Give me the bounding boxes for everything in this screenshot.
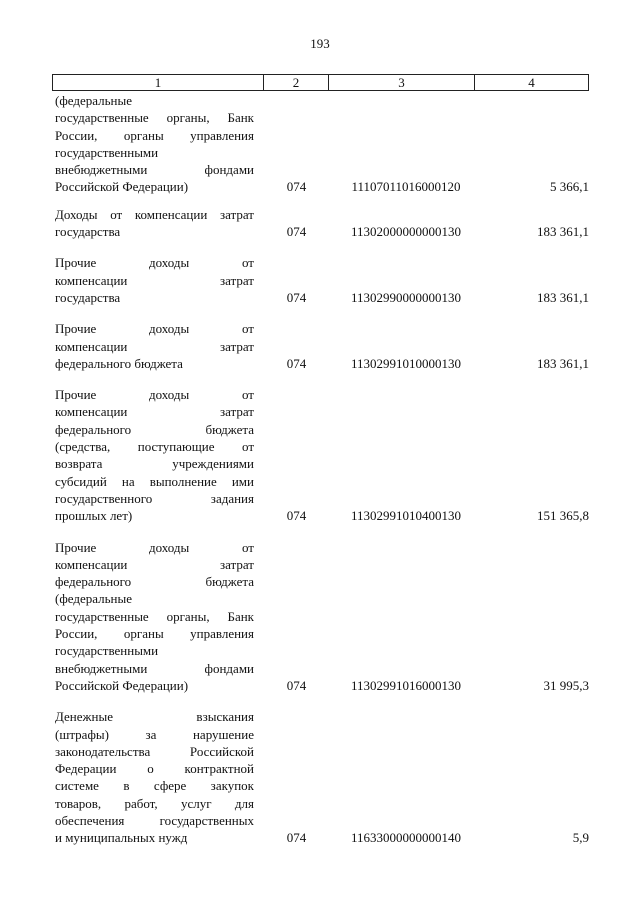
income-name-line: федерального бюджета bbox=[55, 355, 183, 371]
income-name-line: (федеральные bbox=[55, 93, 132, 108]
income-name-line: государственные органы, Банк bbox=[55, 608, 254, 624]
page-number: 193 bbox=[310, 36, 330, 51]
income-name-line: Российской Федерации) bbox=[55, 677, 189, 693]
income-name-line: и муниципальных нужд bbox=[55, 830, 188, 846]
table-row bbox=[55, 708, 589, 846]
income-name bbox=[55, 708, 254, 846]
budget-classification-code: 11302991010400130 bbox=[350, 508, 462, 524]
budget-classification-code: 11302990000000130 bbox=[350, 289, 462, 305]
income-name-line: системе в сфере закупок bbox=[55, 778, 254, 794]
admin-code: 074 bbox=[286, 179, 307, 195]
admin-code: 074 bbox=[286, 355, 307, 371]
income-name bbox=[55, 92, 254, 196]
income-name-line: внебюджетными фондами bbox=[55, 660, 254, 676]
amount: 183 361,1 bbox=[537, 224, 589, 240]
income-name-line: компенсации затрат bbox=[55, 404, 254, 420]
income-name-line: государственные органы, Банк bbox=[55, 110, 254, 126]
income-name-line: обеспечения государственных bbox=[55, 812, 254, 828]
income-name-line: компенсации затрат bbox=[55, 338, 254, 354]
income-name-line: России, органы управления bbox=[55, 626, 254, 642]
amount: 183 361,1 bbox=[537, 289, 589, 305]
table-row bbox=[55, 92, 589, 196]
table-header bbox=[52, 74, 589, 91]
budget-classification-code: 11107011016000120 bbox=[351, 179, 461, 195]
column-header-3: 3 bbox=[329, 75, 475, 90]
budget-classification-code: 11633000000000140 bbox=[350, 830, 462, 846]
income-name-line: компенсации затрат bbox=[55, 556, 254, 572]
amount: 31 995,3 bbox=[543, 677, 589, 693]
income-name-line: Российской Федерации) bbox=[55, 179, 189, 195]
amount: 5,9 bbox=[572, 830, 589, 846]
income-name-line: прошлых лет) bbox=[55, 508, 133, 524]
amount: 183 361,1 bbox=[537, 355, 589, 371]
table-row bbox=[55, 386, 589, 524]
income-name-line: внебюджетными фондами bbox=[55, 162, 254, 178]
income-name-line: Прочие доходы от bbox=[55, 539, 254, 555]
column-header-4: 4 bbox=[528, 75, 535, 90]
table-row bbox=[55, 254, 589, 306]
income-name-line: Федерации о контрактной bbox=[55, 761, 254, 777]
income-name-line: Доходы от компенсации затрат bbox=[55, 206, 254, 222]
income-name-line: федерального бюджета bbox=[55, 421, 254, 437]
column-header-1: 1 bbox=[53, 75, 264, 90]
income-name-line: законодательства Российской bbox=[55, 743, 254, 759]
income-name bbox=[55, 320, 254, 372]
admin-code: 074 bbox=[286, 830, 307, 846]
income-name bbox=[55, 386, 254, 524]
admin-code: 074 bbox=[286, 508, 307, 524]
amount: 5 366,1 bbox=[550, 179, 589, 195]
income-name-line: Прочие доходы от bbox=[55, 321, 254, 337]
income-name bbox=[55, 254, 254, 306]
income-name-line: государственными bbox=[55, 643, 159, 659]
income-name-line: субсидий на выполнение ими bbox=[55, 473, 254, 489]
income-name-line: Прочие доходы от bbox=[55, 387, 254, 403]
table-row bbox=[55, 320, 589, 372]
budget-classification-code: 11302991016000130 bbox=[350, 677, 462, 693]
budget-classification-code: 11302000000000130 bbox=[350, 224, 462, 240]
admin-code: 074 bbox=[286, 677, 307, 693]
table-row bbox=[55, 539, 589, 695]
income-name-line: федерального бюджета bbox=[55, 574, 254, 590]
income-name-line: государства bbox=[55, 289, 121, 305]
income-name bbox=[55, 206, 254, 241]
admin-code: 074 bbox=[286, 224, 307, 240]
budget-classification-code: 11302991010000130 bbox=[350, 355, 462, 371]
income-name bbox=[55, 539, 254, 695]
income-name-line: России, органы управления bbox=[55, 127, 254, 143]
table-row bbox=[55, 206, 589, 241]
income-name-line: компенсации затрат bbox=[55, 272, 254, 288]
income-name-line: Денежные взыскания bbox=[55, 709, 254, 725]
income-name-line: возврата учреждениями bbox=[55, 456, 254, 472]
income-name-line: (средства, поступающие от bbox=[55, 439, 254, 455]
column-header-2: 2 bbox=[264, 75, 329, 90]
income-name-line: государства bbox=[55, 224, 121, 240]
income-name-line: Прочие доходы от bbox=[55, 255, 254, 271]
income-name-line: государственными bbox=[55, 144, 159, 160]
table-body bbox=[55, 92, 589, 861]
amount: 151 365,8 bbox=[537, 508, 589, 524]
admin-code: 074 bbox=[286, 289, 307, 305]
income-name-line: (федеральные bbox=[55, 591, 132, 607]
income-name-line: государственного задания bbox=[55, 490, 254, 506]
income-name-line: (штрафы) за нарушение bbox=[55, 726, 254, 742]
income-name-line: товаров, работ, услуг для bbox=[55, 795, 254, 811]
